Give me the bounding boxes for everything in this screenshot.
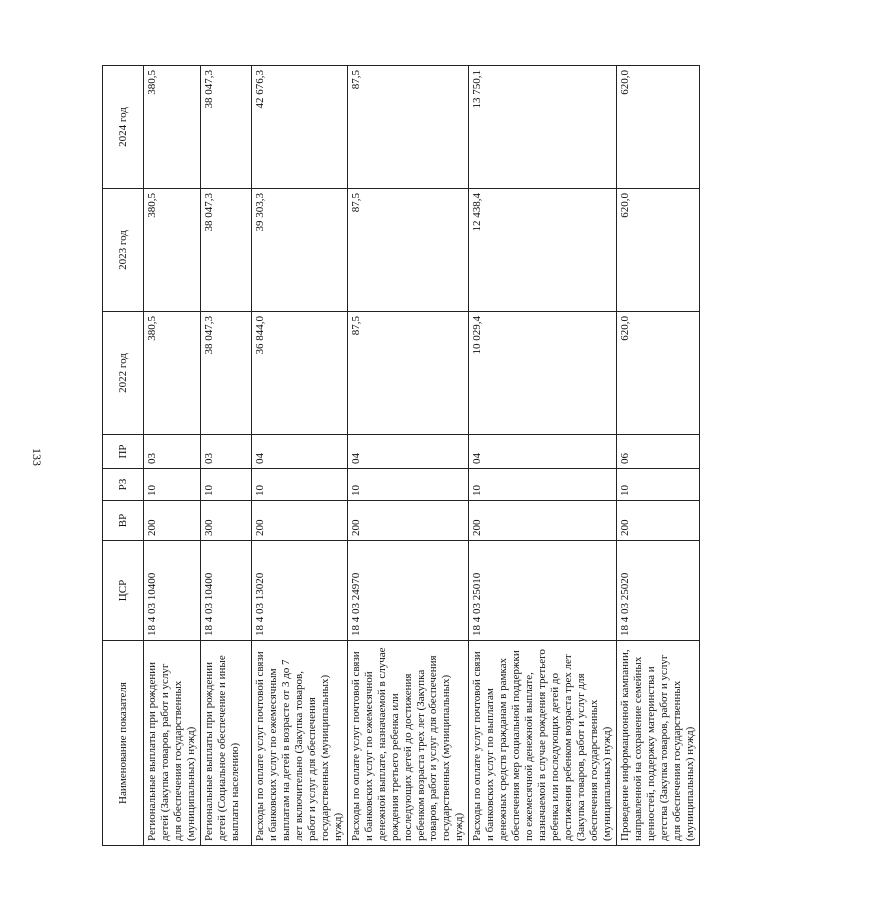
row-csr: 18 4 03 25010 (469, 541, 617, 641)
row-csr: 18 4 03 25020 (617, 541, 700, 641)
table-row (144, 66, 201, 846)
col-header-rz: РЗ (103, 469, 144, 501)
row-2024: 42 676,3 (251, 66, 347, 189)
row-vr: 200 (251, 501, 347, 541)
table-frame (102, 66, 696, 846)
row-rz: 10 (617, 469, 700, 501)
row-csr: 18 4 03 10400 (200, 541, 251, 641)
row-2022: 380,5 (144, 312, 201, 435)
row-2023: 380,5 (144, 189, 201, 312)
row-2024: 620,0 (617, 66, 700, 189)
row-name: Проведение информационной кампании, направленной на сохранение семейных ценностей, поддержку материнства и детства (Закупка товаров, работ и услуг для обеспечения государственных (муниципальных) нужд) (617, 641, 700, 846)
row-pr: 04 (251, 435, 347, 469)
col-header-2023: 2023 год (103, 189, 144, 312)
row-2022: 38 047,3 (200, 312, 251, 435)
page-number: 133 (30, 448, 44, 466)
row-2023: 12 438,4 (469, 189, 617, 312)
row-name: Региональные выплаты при рождении детей (Социальное обеспечение и иные выплаты населению) (200, 641, 251, 846)
row-2024: 38 047,3 (200, 66, 251, 189)
row-rz: 10 (347, 469, 469, 501)
row-pr: 03 (144, 435, 201, 469)
col-header-csr: ЦСР (103, 541, 144, 641)
row-2023: 620,0 (617, 189, 700, 312)
row-csr: 18 4 03 10400 (144, 541, 201, 641)
row-csr: 18 4 03 13020 (251, 541, 347, 641)
row-rz: 10 (469, 469, 617, 501)
row-rz: 10 (251, 469, 347, 501)
table-row (617, 66, 700, 846)
table-header-row (103, 66, 144, 846)
row-rz: 10 (144, 469, 201, 501)
rotated-page (102, 70, 882, 846)
table-row (251, 66, 347, 846)
row-vr: 200 (617, 501, 700, 541)
row-2022: 36 844,0 (251, 312, 347, 435)
row-vr: 200 (144, 501, 201, 541)
col-header-2024: 2024 год (103, 66, 144, 189)
row-2023: 39 303,3 (251, 189, 347, 312)
row-pr: 06 (617, 435, 700, 469)
row-pr: 04 (469, 435, 617, 469)
row-name: Расходы по оплате услуг почтовой связи и банковских услуг по ежемесячным выплатам на детей в возрасте от 3 до 7 лет включительно (Закупка товаров, работ и услуг для обеспечения государственных (муниципальных) нужд) (251, 641, 347, 846)
col-header-name: Наименование показателя (103, 641, 144, 846)
col-header-2022: 2022 год (103, 312, 144, 435)
row-2022: 620,0 (617, 312, 700, 435)
row-2023: 38 047,3 (200, 189, 251, 312)
row-2024: 87,5 (347, 66, 469, 189)
row-2023: 87,5 (347, 189, 469, 312)
row-2024: 380,5 (144, 66, 201, 189)
row-vr: 200 (347, 501, 469, 541)
row-pr: 04 (347, 435, 469, 469)
table-row (200, 66, 251, 846)
row-name: Расходы по оплате услуг почтовой связи и банковских услуг по выплатам денежных средств гражданам в рамках обеспечения мер социальной поддержки по ежемесячной денежной выплате, назначаемой в случае рождения третьего ребенка или последующих детей до достижения ребенком возраста трех лет (Закупка товаров, работ и услуг для обеспечения государственных (муниципальных) нужд) (469, 641, 617, 846)
row-vr: 300 (200, 501, 251, 541)
row-vr: 200 (469, 501, 617, 541)
row-name: Региональные выплаты при рождении детей (Закупка товаров, работ и услуг для обеспечения государственных (муниципальных) нужд) (144, 641, 201, 846)
col-header-vr: ВР (103, 501, 144, 541)
row-2024: 13 750,1 (469, 66, 617, 189)
row-csr: 18 4 03 24970 (347, 541, 469, 641)
table-row (469, 66, 617, 846)
row-2022: 87,5 (347, 312, 469, 435)
row-rz: 10 (200, 469, 251, 501)
table-row (347, 66, 469, 846)
row-name: Расходы по оплате услуг почтовой связи и банковских услуг по ежемесячной денежной выплате, назначаемой в случае рождения третьего ребенка или последующих детей до достижения ребенком возраста трех лет (Закупка товаров, работ и услуг для обеспечения государственных (муниципальных) нужд) (347, 641, 469, 846)
row-pr: 03 (200, 435, 251, 469)
budget-table (102, 65, 700, 846)
col-header-pr: ПР (103, 435, 144, 469)
row-2022: 10 029,4 (469, 312, 617, 435)
